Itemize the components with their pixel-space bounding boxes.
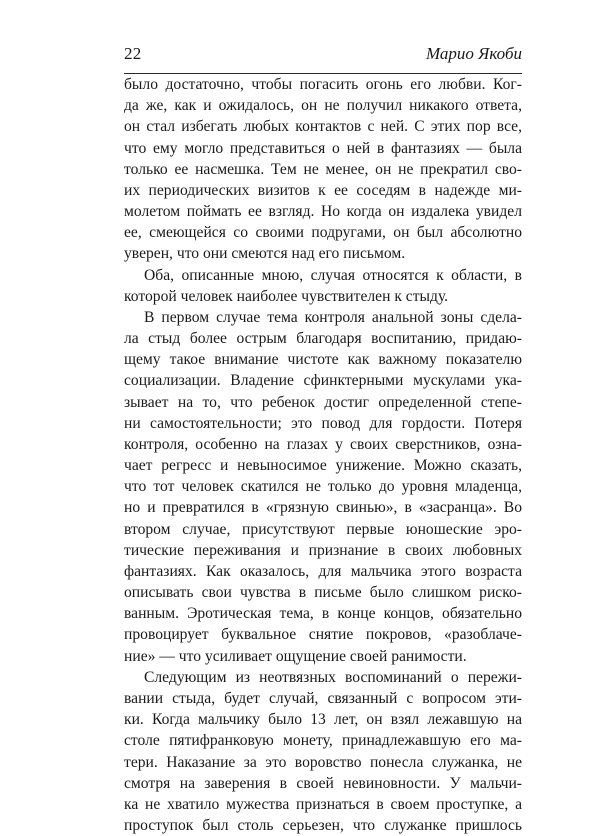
- text-line: тери. Наказание за это воровство понесла служанка, не: [124, 753, 522, 771]
- page-number: 22: [124, 44, 142, 63]
- text-line: молетом поймать ее взгляд. Но когда он издалека увидел: [124, 203, 522, 221]
- text-line: провоцирует буквальное снятие покровов, «разоблаче-: [124, 626, 522, 644]
- text-line: столе пятифранковую монету, принадлежавшую его ма-: [124, 732, 522, 750]
- text-line: смотря на заверения в своей невиновности. У мальчи-: [124, 774, 522, 792]
- body-text: [124, 74, 522, 836]
- paragraph: [124, 307, 522, 667]
- text-line: да же, как и ожидалось, он не получил никакого ответа,: [124, 97, 522, 115]
- text-line: ла стыд более острым благодаря воспитанию, придаю-: [124, 330, 522, 348]
- text-line: ка не хватило мужества признаться в своем проступке, а: [124, 795, 522, 813]
- text-line: фантазиях. Как оказалось, для мальчика этого возраста: [124, 562, 522, 580]
- text-line: втором случае, присутствуют первые юношеские эро-: [124, 520, 522, 538]
- text-line: ванным. Эротическая тема, в конце концов, обязательно: [124, 605, 522, 623]
- text-line: В первом случае тема контроля анальной зоны сдела-: [144, 308, 522, 326]
- text-line: вании стыда, будет случай, связанный с вопросом эти-: [124, 689, 522, 707]
- text-line: уверен, что они смеются над его письмом.: [124, 245, 406, 263]
- text-line: Оба, описанные мною, случая относятся к области, в: [144, 266, 522, 284]
- text-line: зывает на то, что ребенок достиг определенной степе-: [124, 393, 522, 411]
- text-line: тические переживания и признание в своих любовных: [124, 541, 522, 559]
- text-line: ки. Когда мальчику было 13 лет, он взял лежавшую на: [124, 711, 522, 729]
- text-line: ние» — что усиливает ощущение своей ранимости.: [124, 647, 467, 665]
- paragraph: [124, 265, 522, 307]
- text-line: которой человек наиболее чувствителен к стыду.: [124, 287, 449, 305]
- text-line: чает регресс и невыносимое унижение. Можно сказать,: [124, 457, 522, 475]
- text-line: щему такое внимание чистоте как важному показателю: [124, 351, 522, 369]
- text-line: но и превратился в «грязную свинью», в «засранца». Во: [124, 499, 522, 517]
- text-line: Следующим из неотвязных воспоминаний о пережи-: [144, 668, 522, 686]
- text-line: контроля, особенно на глазах у своих сверстников, озна-: [124, 435, 522, 453]
- text-line: было достаточно, чтобы погасить огонь его любви. Ког-: [124, 76, 522, 93]
- running-head-author: Марио Якоби: [426, 44, 522, 63]
- text-line: их периодических визитов к ее соседям в надежде ми-: [124, 181, 522, 199]
- text-line: ни самостоятельности; это повод для гордости. Потеря: [124, 414, 522, 432]
- text-line: проступок был столь серьезен, что служанке пришлось: [124, 817, 522, 835]
- paragraph: [124, 667, 522, 836]
- text-line: он стал избегать любых контактов с ней. С этих пор все,: [124, 118, 522, 136]
- page-header: [124, 36, 522, 76]
- paragraph: [124, 74, 522, 265]
- text-line: что ему могло представиться о ней в фантазиях — была: [124, 139, 522, 157]
- text-line: что тот человек скатился не только до уровня младенца,: [124, 478, 522, 496]
- text-line: социализации. Владение сфинктерными мускулами ука-: [124, 372, 522, 390]
- text-line: только ее насмешка. Тем не менее, он не прекратил сво-: [124, 160, 522, 178]
- text-line: ее, смеющейся со своими подругами, он был абсолютно: [124, 224, 522, 242]
- text-line: описывать свои чувства в письме было слишком риско-: [124, 584, 522, 602]
